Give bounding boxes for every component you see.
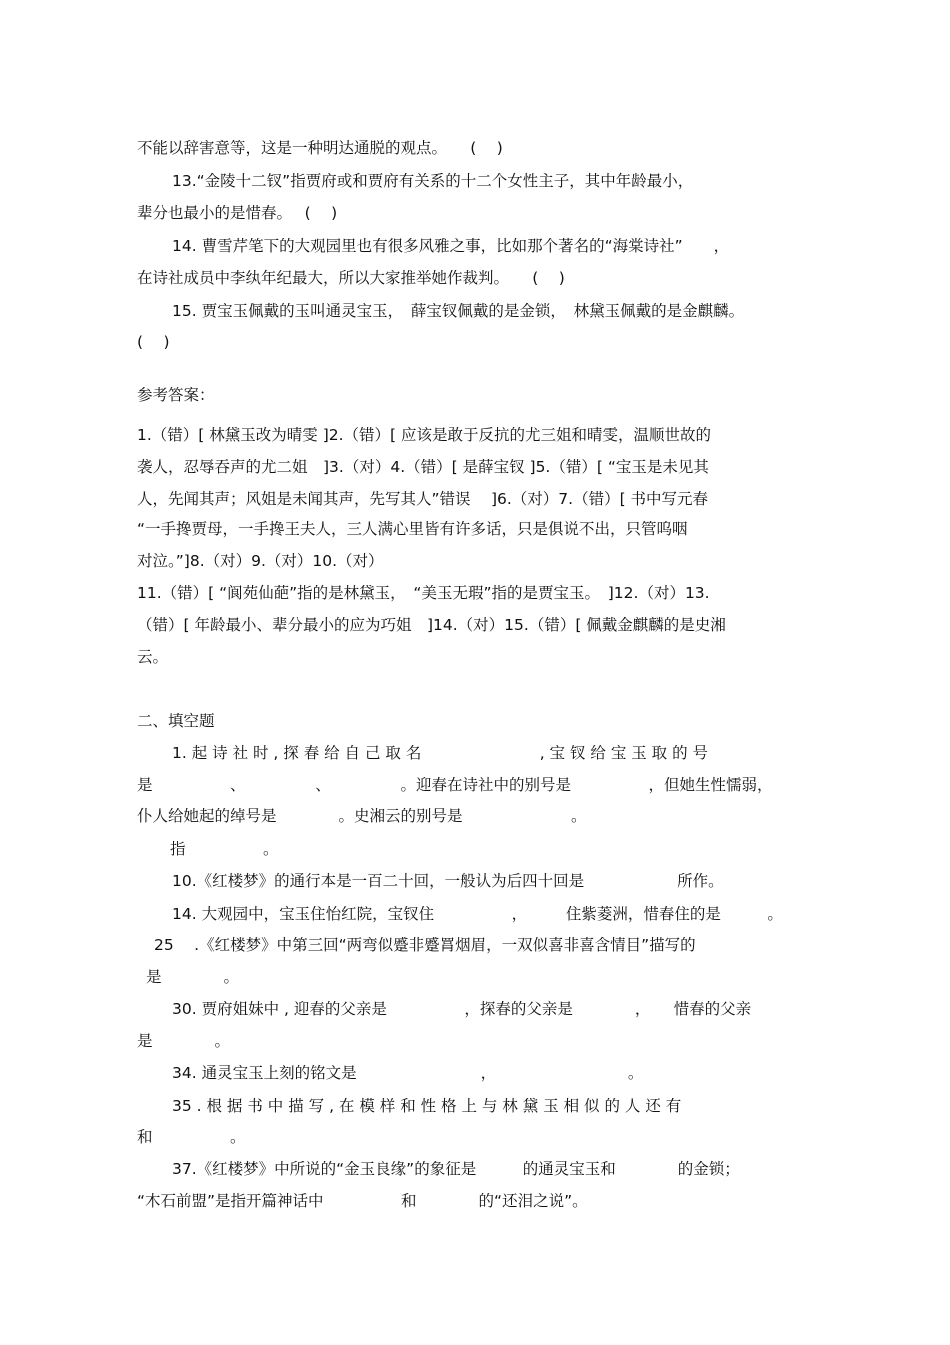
answer-line: 11.（错）[ “阆苑仙葩”指的是林黛玉， “美玉无瑕”指的是贾宝玉。 ]12.（对）13. [137, 584, 710, 602]
question-13: 13.“金陵十二钗”指贾府或和贾府有关系的十二个女性主子，其中年龄最小， [172, 172, 694, 190]
fill-question-35: 35 . 根 据 书 中 描 写 , 在 模 样 和 性 格 上 与 林 黛 玉 相 似 的 人 还 有 [172, 1097, 682, 1115]
answer-line: 人，先闻其声；风姐是未闻其声，先写其人”错误 ]6.（对）7.（错）[ 书中写元春 [137, 490, 709, 508]
fill-question-30: 30. 贾府姐妹中 , 迎春的父亲是 ，探春的父亲是 ， 惜春的父亲 [172, 1000, 752, 1018]
text-line: 不能以辞害意等，这是一种明达通脱的观点。 ( ) [137, 139, 503, 157]
answer-line: “一手搀贾母，一手搀王夫人，三人满心里皆有许多话，只是俱说不出，只管呜咽 [137, 520, 688, 538]
text-line: 和 。 [137, 1128, 246, 1146]
fill-question-14: 14. 大观园中，宝玉住怡红院，宝钗住 ， 住紫菱洲，惜春住的是 。 [172, 905, 783, 923]
fill-question-10: 10.《红楼梦》的通行本是一百二十回，一般认为后四十回是 所作。 [172, 872, 724, 890]
text-line: 辈分也最小的是惜春。 ( ) [137, 204, 338, 222]
fill-question-34: 34. 通灵宝玉上刻的铭文是 ， 。 [172, 1064, 644, 1082]
answer-line: （错）[ 年龄最小、辈分最小的应为巧姐 ]14.（对）15.（错）[ 佩戴金麒麟的是史湘 [137, 616, 726, 634]
text-line: 在诗社成员中李纨年纪最大，所以大家推举她作裁判。 ( ) [137, 269, 565, 287]
answer-line: 1.（错）[ 林黛玉改为晴雯 ]2.（错）[ 应该是敢于反抗的尤三姐和晴雯，温顺世故的 [137, 426, 712, 444]
fill-question-1: 1. 起 诗 社 时 , 探 春 给 自 己 取 名 , 宝 钗 给 宝 玉 取 的 号 [172, 744, 709, 762]
answer-line: 对泣。”]8.（对）9.（对）10.（对） [137, 552, 384, 570]
text-line: 是 。 [137, 1032, 231, 1050]
question-15: 15. 贾宝玉佩戴的玉叫通灵宝玉， 薛宝钗佩戴的是金锁， 林黛玉佩戴的是金麒麟。 [172, 302, 745, 320]
question-14: 14. 曹雪芹笔下的大观园里也有很多风雅之事，比如那个著名的“海棠诗社” ， [172, 237, 730, 255]
text-line: 仆人给她起的绰号是 。史湘云的别号是 。 [137, 807, 587, 825]
text-line: 是 。 [146, 968, 240, 986]
text-line: 是 、 、 。迎春在诗社中的别号是 ，但她生性懦弱， [137, 776, 773, 794]
answer-line: 云。 [137, 648, 169, 666]
text-line: 指 。 [170, 840, 279, 858]
fill-question-25: 25 .《红楼梦》中第三回“两弯似蹙非蹙罥烟眉，一双似喜非喜含情目”描写的 [154, 936, 696, 954]
text-line: “木石前盟”是指开篇神话中 和 的“还泪之说”。 [137, 1192, 588, 1210]
answers-heading: 参考答案： [137, 386, 215, 404]
text-line: ( ) [137, 333, 170, 351]
answer-line: 袭人，忍辱吞声的尤二姐 ]3.（对）4.（错）[ 是薛宝钗 ]5.（错）[ “宝玉是未见其 [137, 458, 709, 476]
section-heading: 二、填空题 [137, 712, 215, 730]
fill-question-37: 37.《红楼梦》中所说的“金玉良缘”的象征是 的通灵宝玉和 的金锁； [172, 1160, 740, 1178]
